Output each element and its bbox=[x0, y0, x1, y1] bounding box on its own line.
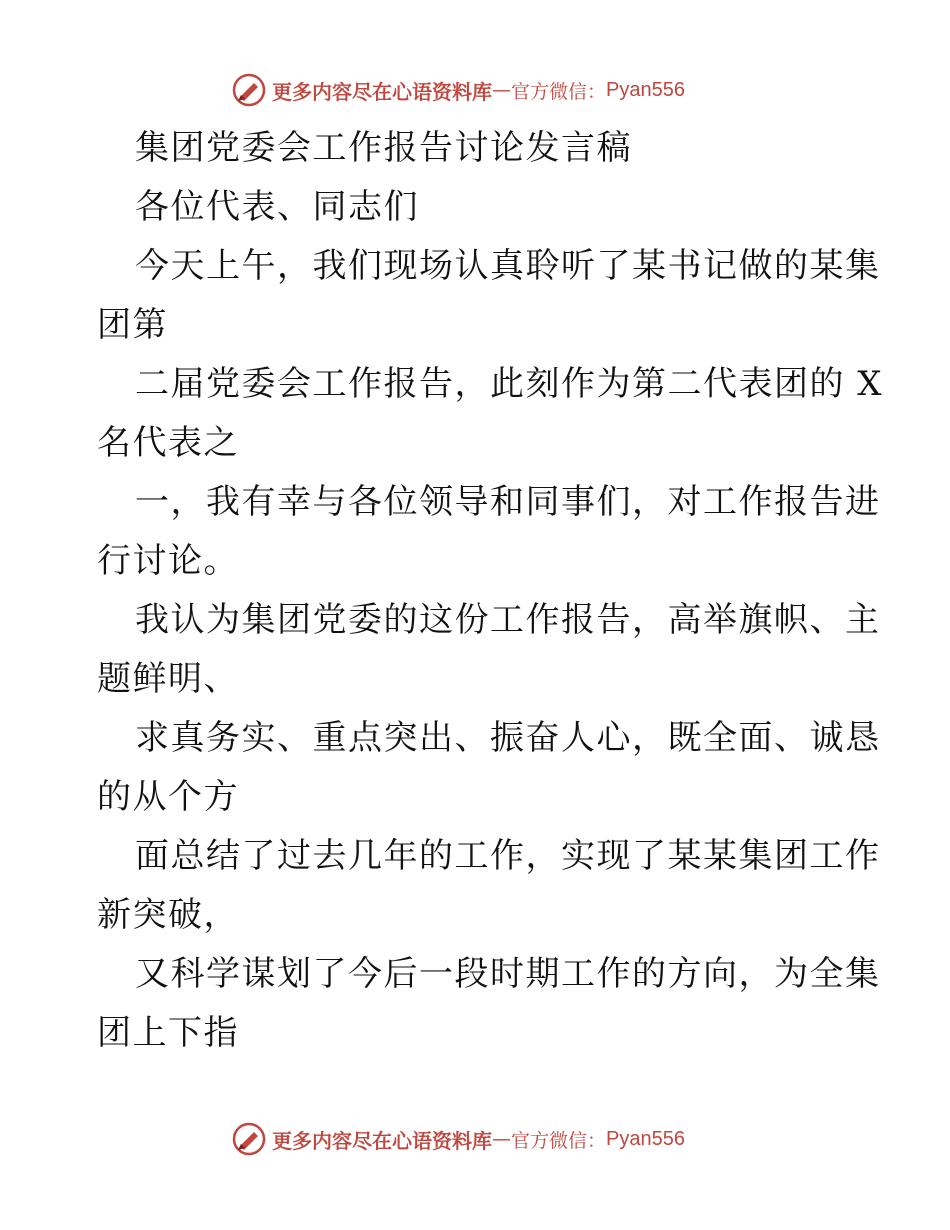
watermark-dash: — bbox=[492, 79, 511, 101]
header-watermark bbox=[232, 72, 685, 108]
paragraph-line: 我认为集团党委的这份工作报告，高举旗帜、主 bbox=[135, 600, 881, 640]
watermark-wechat-id: Pyan556 bbox=[606, 78, 685, 101]
paragraph-line: 面总结了过去几年的工作，实现了某某集团工作 bbox=[135, 836, 881, 876]
paragraph-line: 新突破， bbox=[97, 895, 239, 935]
paragraph-line: 的从个方 bbox=[97, 777, 239, 817]
paragraph-line: 行讨论。 bbox=[97, 541, 239, 581]
watermark-text: 更多内容尽在心语资料库 bbox=[272, 1128, 492, 1153]
paragraph-line: 求真务实、重点突出、振奋人心，既全面、诚恳 bbox=[135, 718, 881, 758]
pen-logo-icon bbox=[232, 73, 266, 107]
footer-watermark bbox=[232, 1121, 685, 1157]
paragraph-line: 二届党委会工作报告，此刻作为第二代表团的 X bbox=[135, 364, 884, 404]
watermark-wechat-label: 官方微信： bbox=[511, 1129, 607, 1152]
watermark-wechat-id: Pyan556 bbox=[606, 1127, 685, 1150]
paragraph-line: 今天上午，我们现场认真聆听了某书记做的某集 bbox=[135, 246, 881, 286]
document-title: 集团党委会工作报告讨论发言稿 bbox=[135, 128, 632, 168]
document-body bbox=[97, 119, 884, 1063]
salutation: 各位代表、同志们 bbox=[135, 187, 419, 227]
watermark-wechat-label: 官方微信： bbox=[511, 80, 607, 103]
watermark-text: 更多内容尽在心语资料库 bbox=[272, 79, 492, 104]
paragraph-line: 又科学谋划了今后一段时期工作的方向，为全集 bbox=[135, 954, 881, 994]
paragraph-line: 题鲜明、 bbox=[97, 659, 239, 699]
paragraph-line: 团第 bbox=[97, 305, 168, 345]
watermark-dash: — bbox=[492, 1128, 511, 1150]
paragraph-line: 一，我有幸与各位领导和同事们，对工作报告进 bbox=[135, 482, 881, 522]
paragraph-line: 团上下指 bbox=[97, 1013, 239, 1053]
paragraph-line: 名代表之 bbox=[97, 423, 239, 463]
pen-logo-icon bbox=[232, 1122, 266, 1156]
